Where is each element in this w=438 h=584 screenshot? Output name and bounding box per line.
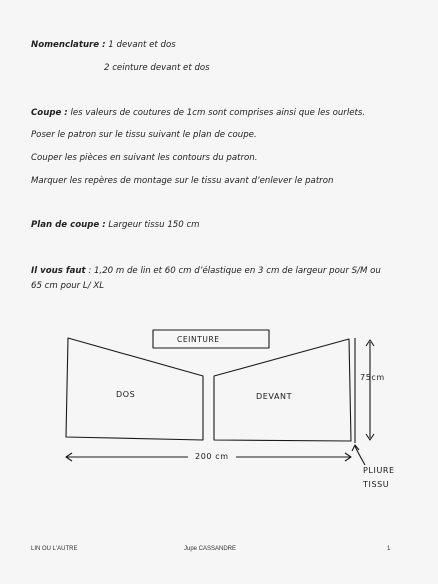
ceinture-label: CEINTURE bbox=[177, 335, 220, 344]
coupe-line-2: Couper les pièces en suivant les contours du patron. bbox=[31, 153, 258, 163]
nomenclature-label: Nomenclature : bbox=[31, 40, 106, 50]
il-vous-faut-text-2: 65 cm pour L/ XL bbox=[31, 281, 105, 291]
coupe-label: Coupe : bbox=[31, 108, 68, 118]
il-vous-faut-label: Il vous faut bbox=[31, 266, 86, 276]
devant-label: DEVANT bbox=[256, 392, 293, 401]
plan-de-coupe-label: Plan de coupe : bbox=[31, 220, 106, 230]
il-vous-faut-text-1: : 1,20 m de lin et 60 cm d’élastique en 3 cm de largeur pour S/M ou bbox=[85, 266, 381, 276]
pliure-pointer bbox=[355, 446, 365, 465]
footer-center: Jupe CASSANDRE bbox=[184, 546, 237, 552]
tissu-label: TISSU bbox=[363, 480, 390, 489]
width-label: 200 cm bbox=[195, 452, 229, 461]
dos-piece bbox=[66, 338, 203, 440]
pliure-label: PLIURE bbox=[363, 466, 395, 475]
devant-piece bbox=[214, 339, 351, 441]
dos-label: DOS bbox=[116, 390, 136, 399]
page-number: 1 bbox=[387, 546, 391, 552]
coupe-text: les valeurs de coutures de 1cm sont comprises ainsi que les ourlets. bbox=[67, 108, 366, 118]
nomenclature-item-2: 2 ceinture devant et dos bbox=[104, 63, 210, 73]
coupe-line-3: Marquer les repères de montage sur le tissu avant d’enlever le patron bbox=[31, 176, 334, 186]
coupe-line-1: Poser le patron sur le tissu suivant le plan de coupe. bbox=[31, 130, 257, 140]
nomenclature-item-1: 1 devant et dos bbox=[105, 40, 176, 50]
footer-left: LIN OU L'AUTRE bbox=[31, 546, 78, 552]
plan-de-coupe-text: Largeur tissu 150 cm bbox=[105, 220, 200, 230]
height-label: 75cm bbox=[360, 373, 385, 382]
